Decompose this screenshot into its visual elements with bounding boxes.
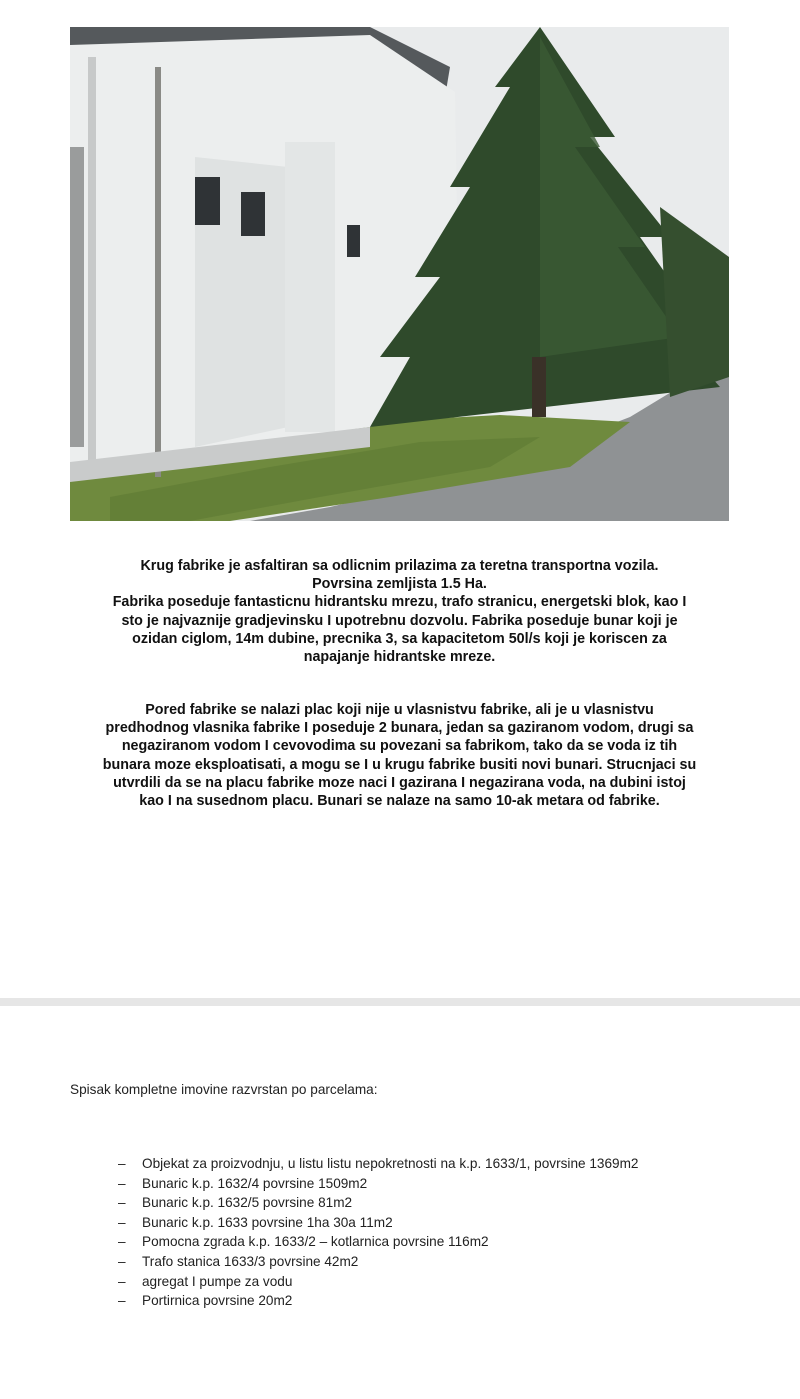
list-item-text: Pomocna zgrada k.p. 1633/2 – kotlarnica povrsine 116m2	[142, 1234, 489, 1250]
dash-bullet-icon: –	[118, 1273, 126, 1289]
list-item-text: Bunaric k.p. 1633 povrsine 1ha 30a 11m2	[142, 1214, 393, 1230]
list-item-text: agregat I pumpe za vodu	[142, 1273, 293, 1289]
dash-bullet-icon: –	[118, 1293, 126, 1309]
paragraph-line: utvrdili da se na placu fabrike moze naci I gazirana I negazirana voda, na dubini istoj	[113, 774, 686, 791]
list-item	[118, 1232, 638, 1252]
paragraph-line: Krug fabrike je asfaltiran sa odlicnim prilazima za teretna transportna vozila.	[140, 558, 659, 574]
list-item-text: Bunaric k.p. 1632/4 povrsine 1509m2	[142, 1175, 368, 1191]
list-item-text: Objekat za proizvodnju, u listu listu nepokretnosti na k.p. 1633/1, povrsine 1369m2	[142, 1156, 639, 1171]
dash-bullet-icon: –	[118, 1214, 126, 1230]
list-item	[118, 1213, 638, 1233]
factory-photo	[70, 27, 729, 521]
list-item	[118, 1154, 638, 1174]
dash-bullet-icon: –	[118, 1253, 126, 1269]
list-item	[118, 1193, 638, 1213]
list-item	[118, 1174, 638, 1194]
paragraph-neighboring-plot	[70, 701, 729, 810]
asset-list	[118, 1154, 638, 1311]
paragraph-factory-description	[70, 557, 729, 666]
dash-bullet-icon: –	[118, 1234, 126, 1250]
paragraph-line: negaziranom vodom I cevovodima su povezani sa fabrikom, tako da se voda iz tih	[121, 738, 678, 755]
dash-bullet-icon: –	[118, 1195, 126, 1211]
factory-photo-image	[70, 27, 729, 521]
dash-bullet-icon: –	[118, 1175, 126, 1191]
list-item	[118, 1272, 638, 1292]
list-item-text: Trafo stanica 1633/3 povrsine 42m2	[142, 1253, 359, 1269]
paragraph-line: Pored fabrike se nalazi plac koji nije u vlasnistvu fabrike, ali je u vlasnistvu	[145, 702, 654, 718]
asset-list-title: Spisak kompletne imovine razvrstan po parcelama:	[70, 1082, 378, 1097]
document-page-2	[0, 1006, 800, 1399]
paragraph-line: sto je najvaznije gradjevinsku I upotrebnu dozvolu. Fabrika poseduje bunar koji je	[121, 612, 678, 629]
paragraph-line: Fabrika poseduje fantasticnu hidrantsku mrezu, trafo stranicu, energetski blok, kao I	[112, 594, 687, 611]
paragraph-line: bunara moze eksploatisati, a mogu se I u krugu fabrike busiti novi bunari. Strucnjaci su	[102, 756, 697, 773]
paragraph-line: kao I na susednom placu. Bunari se nalaze na samo 10-ak metara od fabrike.	[139, 793, 660, 810]
list-item	[118, 1291, 638, 1311]
list-item-text: Bunaric k.p. 1632/5 povrsine 81m2	[142, 1195, 353, 1211]
page-separator	[0, 998, 800, 1006]
paragraph-line: napajanje hidrantske mreze.	[303, 649, 496, 666]
dash-bullet-icon: –	[118, 1156, 126, 1171]
paragraph-line: ozidan ciglom, 14m dubine, precnika 3, sa kapacitetom 50l/s koji je koriscen za	[132, 630, 667, 647]
list-item	[118, 1252, 638, 1272]
paragraph-line: Povrsina zemljista 1.5 Ha.	[312, 576, 487, 593]
list-item-text: Portirnica povrsine 20m2	[142, 1293, 293, 1309]
paragraph-line: predhodnog vlasnika fabrike I poseduje 2 bunara, jedan sa gaziranom vodom, drugi sa	[105, 720, 694, 737]
